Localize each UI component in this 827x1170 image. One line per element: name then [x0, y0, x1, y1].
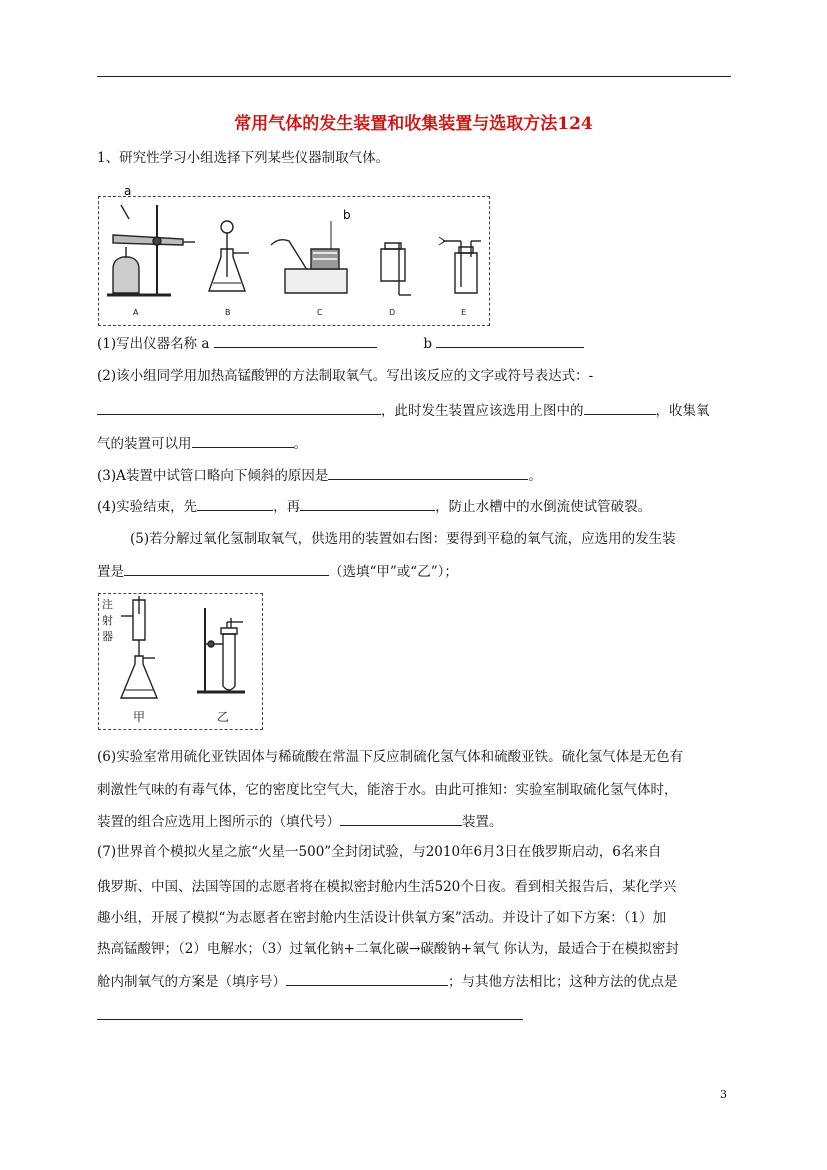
generator-blank[interactable] [584, 400, 656, 415]
apparatus-label-d: D [389, 308, 396, 317]
question-1-part-7-line-3: 趣小组，开展了模拟“为志愿者在密封舱内生活设计供氧方案”活动。并设计了如下方案：（1）加 [97, 910, 667, 926]
plan-choice-blank[interactable] [286, 971, 448, 986]
combination-blank[interactable] [340, 811, 462, 826]
apparatus-c [271, 221, 347, 293]
page-title: 常用气体的发生装置和收集装置与选取方法124 [234, 114, 593, 134]
question-1-intro: 1、研究性学习小组选择下列某些仪器制取气体。 [97, 150, 390, 166]
question-1-part-7-line-4: 热高锰酸钾；（2）电解水；（3）过氧化钠+二氧化碳→碳酸钠+氧气 你认为，最适合于在模拟密封 [97, 941, 679, 957]
second-step-blank[interactable] [300, 496, 435, 511]
question-1-part-5-line-2: 置是 （选填“甲”或“乙”）； [97, 561, 458, 582]
question-1-part-7-line-5: 舱内制氧气的方案是（填序号） ；与其他方法相比；这种方法的优点是 [97, 971, 678, 992]
part-1-label-a: (1)写出仪器名称 a [97, 336, 210, 352]
question-1-part-3: (3)A装置中试管口略向下倾斜的原因是 。 [97, 465, 542, 486]
device-choice-blank[interactable] [124, 561, 329, 576]
question-1-part-1 [97, 333, 584, 354]
answer-blank-b[interactable] [436, 333, 584, 348]
question-1-part-6-line-1: (6)实验室常用硫化亚铁固体与稀硫酸在常温下反应制硫化氢气体和硫酸亚铁。硫化氢气体是无色有 [97, 749, 684, 765]
question-1-part-7-line-2: 俄罗斯、中国、法国等国的志愿者将在模拟密封舱内生活520个日夜。看到相关报告后，某化学兴 [97, 879, 677, 895]
first-step-blank[interactable] [197, 496, 273, 511]
apparatus-figure-1 [98, 184, 490, 326]
answer-blank-a[interactable] [214, 333, 377, 348]
label-jia: 甲 [133, 710, 146, 724]
apparatus-label-e: E [461, 308, 467, 317]
apparatus-label-b: B [225, 308, 231, 317]
advantage-answer-line[interactable] [97, 1019, 523, 1020]
apparatus-a [107, 205, 195, 295]
question-1-part-5-line-1: (5)若分解过氧化氢制取氧气，供选用的装置如右图：要得到平稳的氧气流，应选用的发生装 [130, 531, 676, 547]
question-1-part-6-line-2: 刺激性气味的有毒气体，它的密度比空气大，能溶于水。由此可推知：实验室制取硫化氢气体时， [97, 782, 678, 798]
apparatus-jia [121, 596, 157, 698]
syringe-label-1: 注 [102, 598, 113, 611]
question-1-part-6-line-3: 装置的组合应选用上图所示的（填代号） 装置。 [97, 811, 503, 832]
label-b: b [343, 208, 351, 222]
question-1-part-4: (4)实验结束，先 ，再 ，防止水槽中的水倒流使试管破裂。 [97, 496, 651, 517]
generator-drawing [99, 594, 264, 731]
apparatus-b [209, 221, 249, 291]
question-1-part-2-line-3: 气的装置可以用 。 [97, 433, 307, 454]
equation-blank[interactable] [97, 400, 381, 415]
part-1-label-b: b [423, 336, 433, 352]
apparatus-yi [197, 608, 245, 692]
syringe-label-2: 射 [102, 614, 113, 627]
apparatus-e [439, 237, 481, 293]
label-a: a [124, 184, 132, 198]
header-rule [97, 76, 731, 77]
page-number: 3 [720, 1088, 727, 1101]
apparatus-d [381, 243, 411, 295]
question-1-part-2-line-1: (2)该小组同学用加热高锰酸钾的方法制取氧气。写出该反应的文字或符号表达式：- [97, 368, 594, 384]
label-yi: 乙 [217, 710, 230, 724]
apparatus-drawing [99, 184, 491, 327]
question-1-part-2-line-2: ，此时发生装置应该选用上图中的 ，收集氧 [97, 400, 710, 421]
apparatus-label-c: C [317, 308, 323, 317]
question-1-part-7-line-1: (7)世界首个模拟火星之旅“火星一500”全封闭试验，与2010年6月3日在俄罗斯启动，6名来自 [97, 844, 662, 860]
apparatus-label-a: A [133, 308, 139, 317]
syringe-label-3: 器 [102, 630, 113, 643]
collector-blank[interactable] [192, 433, 294, 448]
apparatus-figure-2 [98, 593, 263, 730]
reason-blank[interactable] [328, 465, 528, 480]
